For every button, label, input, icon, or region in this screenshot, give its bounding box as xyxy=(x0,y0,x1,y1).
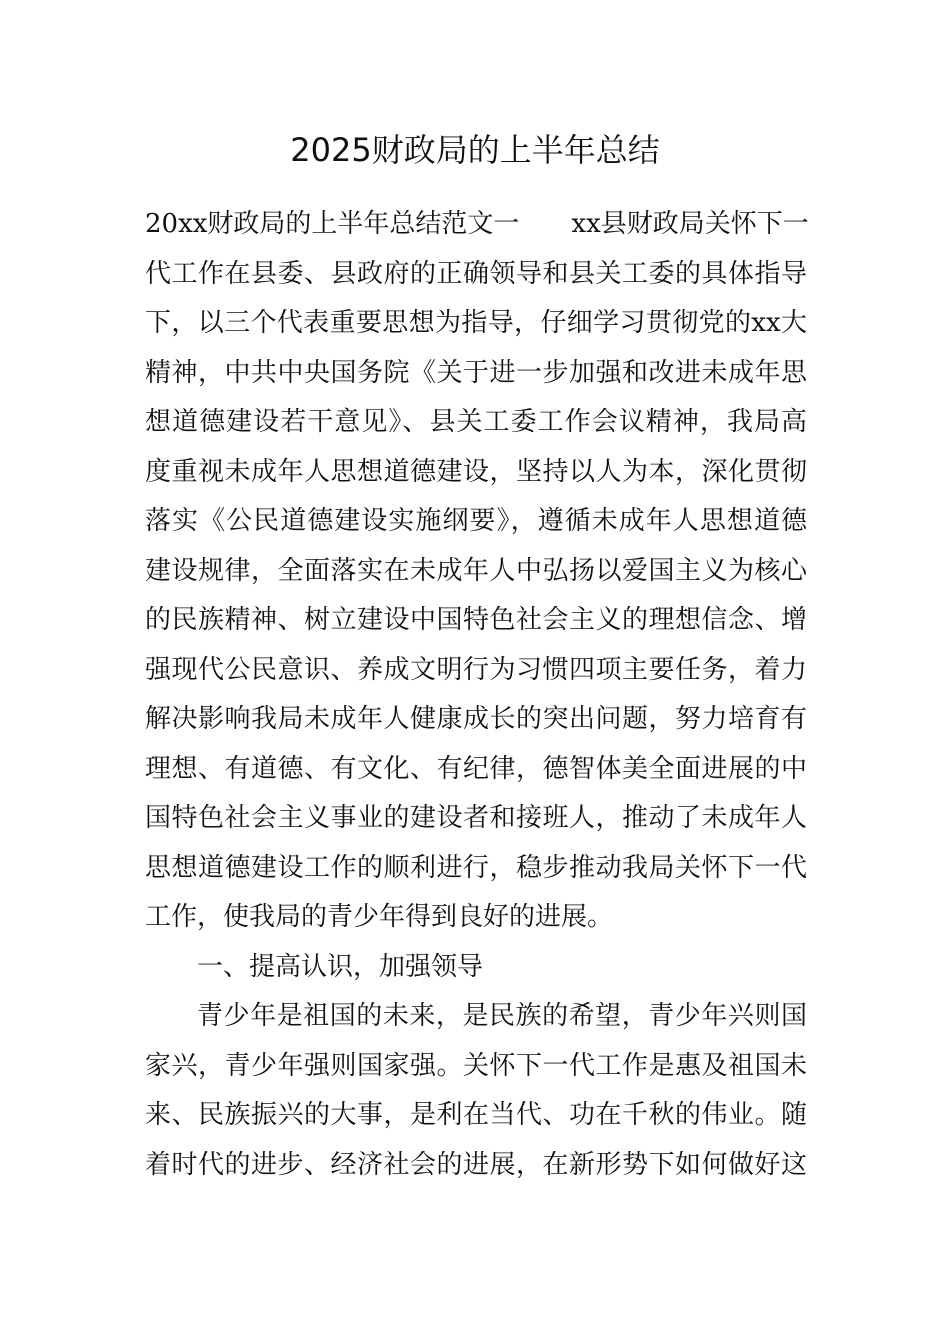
body-line: 下，以三个代表重要思想为指导，仔细学习贯彻党的xx大 xyxy=(145,308,807,338)
body-line: 理想、有道德、有文化、有纪律，德智体美全面进展的中 xyxy=(145,753,807,784)
body-line: 解决影响我局未成年人健康成长的突出问题，努力培育有 xyxy=(145,704,807,734)
body-line: 国特色社会主义事业的建设者和接班人，推动了未成年人 xyxy=(145,803,807,833)
body-line: 思想道德建设工作的顺利进行，稳步推动我局关怀下一代 xyxy=(145,852,807,883)
body-line: 强现代公民意识、养成文明行为习惯四项主要任务，着力 xyxy=(145,654,807,685)
body-line: 落实《公民道德建设实施纲要》，遵循未成年人思想道德 xyxy=(145,506,807,536)
body-line: 度重视未成年人思想道德建设，坚持以人为本，深化贯彻 xyxy=(145,456,807,487)
body-line: 来、民族振兴的大事，是利在当代、功在千秋的伟业。随 xyxy=(145,1100,807,1130)
body-line: 工作，使我局的青少年得到良好的进展。 xyxy=(145,902,614,932)
body-line: 代工作在县委、县政府的正确领导和县关工委的具体指导 xyxy=(145,258,807,289)
body-line: 20xx财政局的上半年总结范文一 xx县财政局关怀下一 xyxy=(145,209,809,239)
document-title: 2025财政局的上半年总结 xyxy=(290,131,660,169)
body-line: 家兴，青少年强则国家强。关怀下一代工作是惠及祖国未 xyxy=(145,1050,807,1081)
body-line: 精神，中共中央国务院《关于进一步加强和改进未成年思 xyxy=(145,357,807,388)
body-line: 着时代的进步、经济社会的进展，在新形势下如何做好这 xyxy=(145,1149,807,1180)
body-line: 青少年是祖国的未来，是民族的希望，青少年兴则国 xyxy=(197,1001,807,1031)
section-heading: 一、提高认识，加强领导 xyxy=(197,951,484,982)
body-line: 建设规律，全面落实在未成年人中弘扬以爱国主义为核心 xyxy=(145,555,807,586)
body-line: 想道德建设若干意见》、县关工委工作会议精神，我局高 xyxy=(145,407,807,437)
body-line: 的民族精神、树立建设中国特色社会主义的理想信念、增 xyxy=(145,605,807,635)
document-body xyxy=(145,200,807,1190)
